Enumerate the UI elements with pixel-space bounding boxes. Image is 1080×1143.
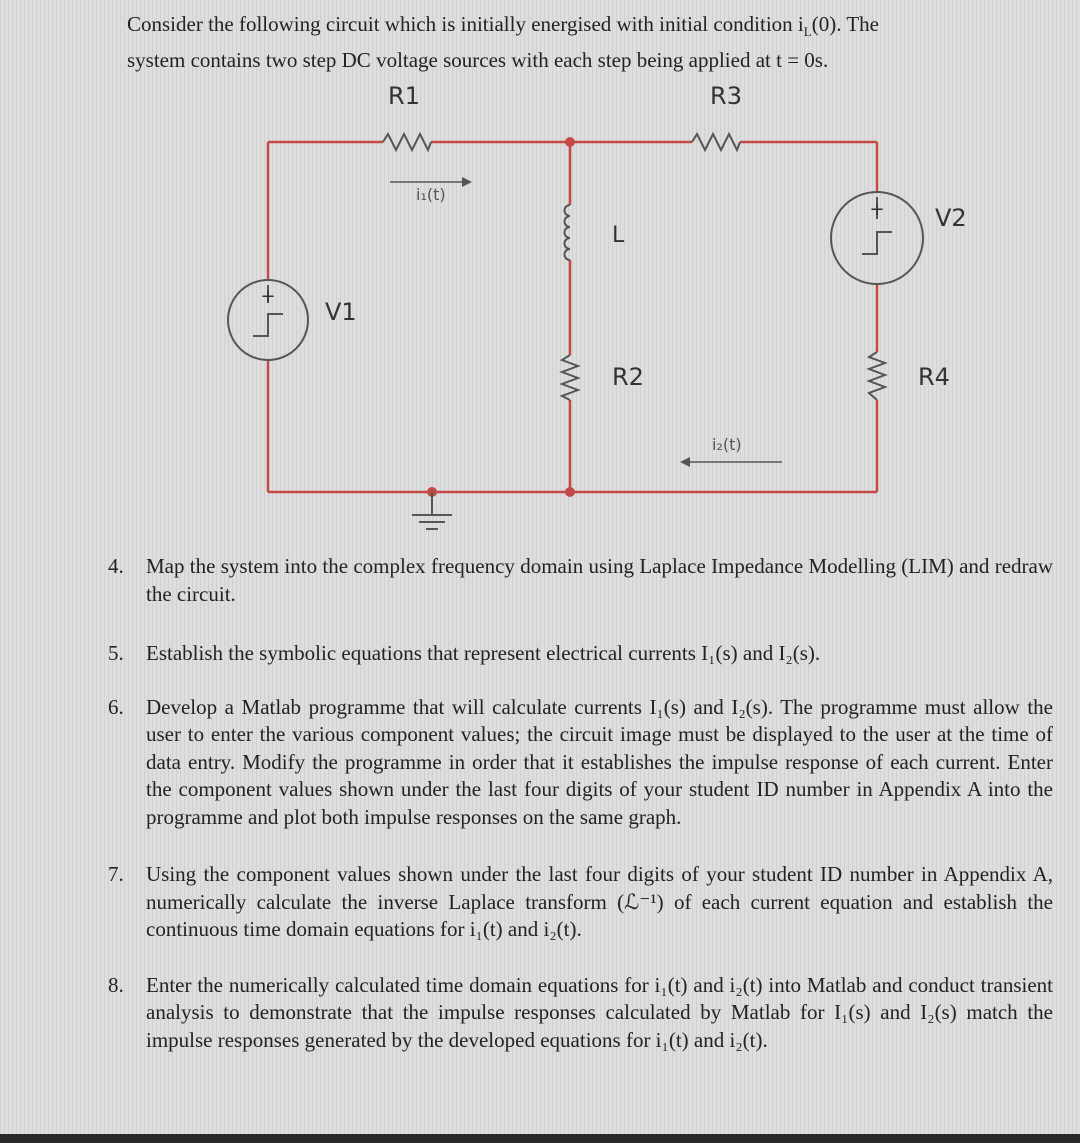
label-r2: R2 xyxy=(612,363,644,391)
circuit-nodes xyxy=(427,137,575,497)
inductor-l xyxy=(565,205,571,260)
label-i1: i₁(t) xyxy=(416,185,446,204)
resistor-r1 xyxy=(383,134,431,150)
intro-line-1: Consider the following circuit which is initially energised with initial condition $i_L(0)$. The xyxy=(127,12,879,40)
label-r4: R4 xyxy=(918,363,950,391)
label-i2: i₂(t) xyxy=(712,435,742,454)
ground-symbol xyxy=(412,492,452,529)
resistor-r4 xyxy=(869,352,885,400)
question-item: 5. Establish the symbolic equations that represent electrical currents I₁(s) and I₂(s). xyxy=(108,641,821,665)
circuit-diagram xyxy=(0,0,1080,545)
question-list xyxy=(108,553,1053,1054)
resistor-r3 xyxy=(692,134,740,150)
label-l: L xyxy=(612,223,625,248)
v2-plus-sign: + xyxy=(869,199,885,220)
question-item: 6. Develop a Matlab programme that will calculate currents I₁(s) and I₂(s). The programme must allow the user to enter the various component values; the circuit image must be displayed to the user at the time of data entry. Modify the programme in order that it establishes the impulse response of each current. Enter the component values shown under the last four digits of your student ID number in Appendix A into the programme and plot both impulse responses on the same graph. xyxy=(108,694,1053,829)
label-r3: R3 xyxy=(710,82,742,110)
current-arrow-i2 xyxy=(680,457,782,467)
circuit-wires xyxy=(268,142,877,492)
label-v1: V1 xyxy=(325,298,357,326)
label-r1: R1 xyxy=(388,82,420,110)
question-item: 4. Map the system into the complex frequency domain using Laplace Impedance Modelling (LIM) and redraw the circuit. xyxy=(108,554,1053,606)
resistor-r2 xyxy=(562,355,578,400)
question-item: 7. Using the component values shown under the last four digits of your student ID number in Appendix A, numerically calculate the inverse Laplace transform (ℒ⁻¹) of each current equation and establish the continuous time domain equations for i₁(t) and i₂(t). xyxy=(108,862,1053,941)
bottom-edge xyxy=(0,1134,1080,1143)
intro-line-2: system contains two step DC voltage sources with each step being applied at t = 0s. xyxy=(127,48,829,73)
question-item: 8. Enter the numerically calculated time domain equations for i₁(t) and i₂(t) into Matlab and conduct transient analysis to demonstrate that the impulse responses calculated by Matlab for I₁(s) and I₂(s) match the impulse responses generated by the developed equations for i₁(t) and i₂(t). xyxy=(108,972,1053,1052)
label-v2: V2 xyxy=(935,204,967,232)
v1-plus-sign: + xyxy=(260,286,276,307)
